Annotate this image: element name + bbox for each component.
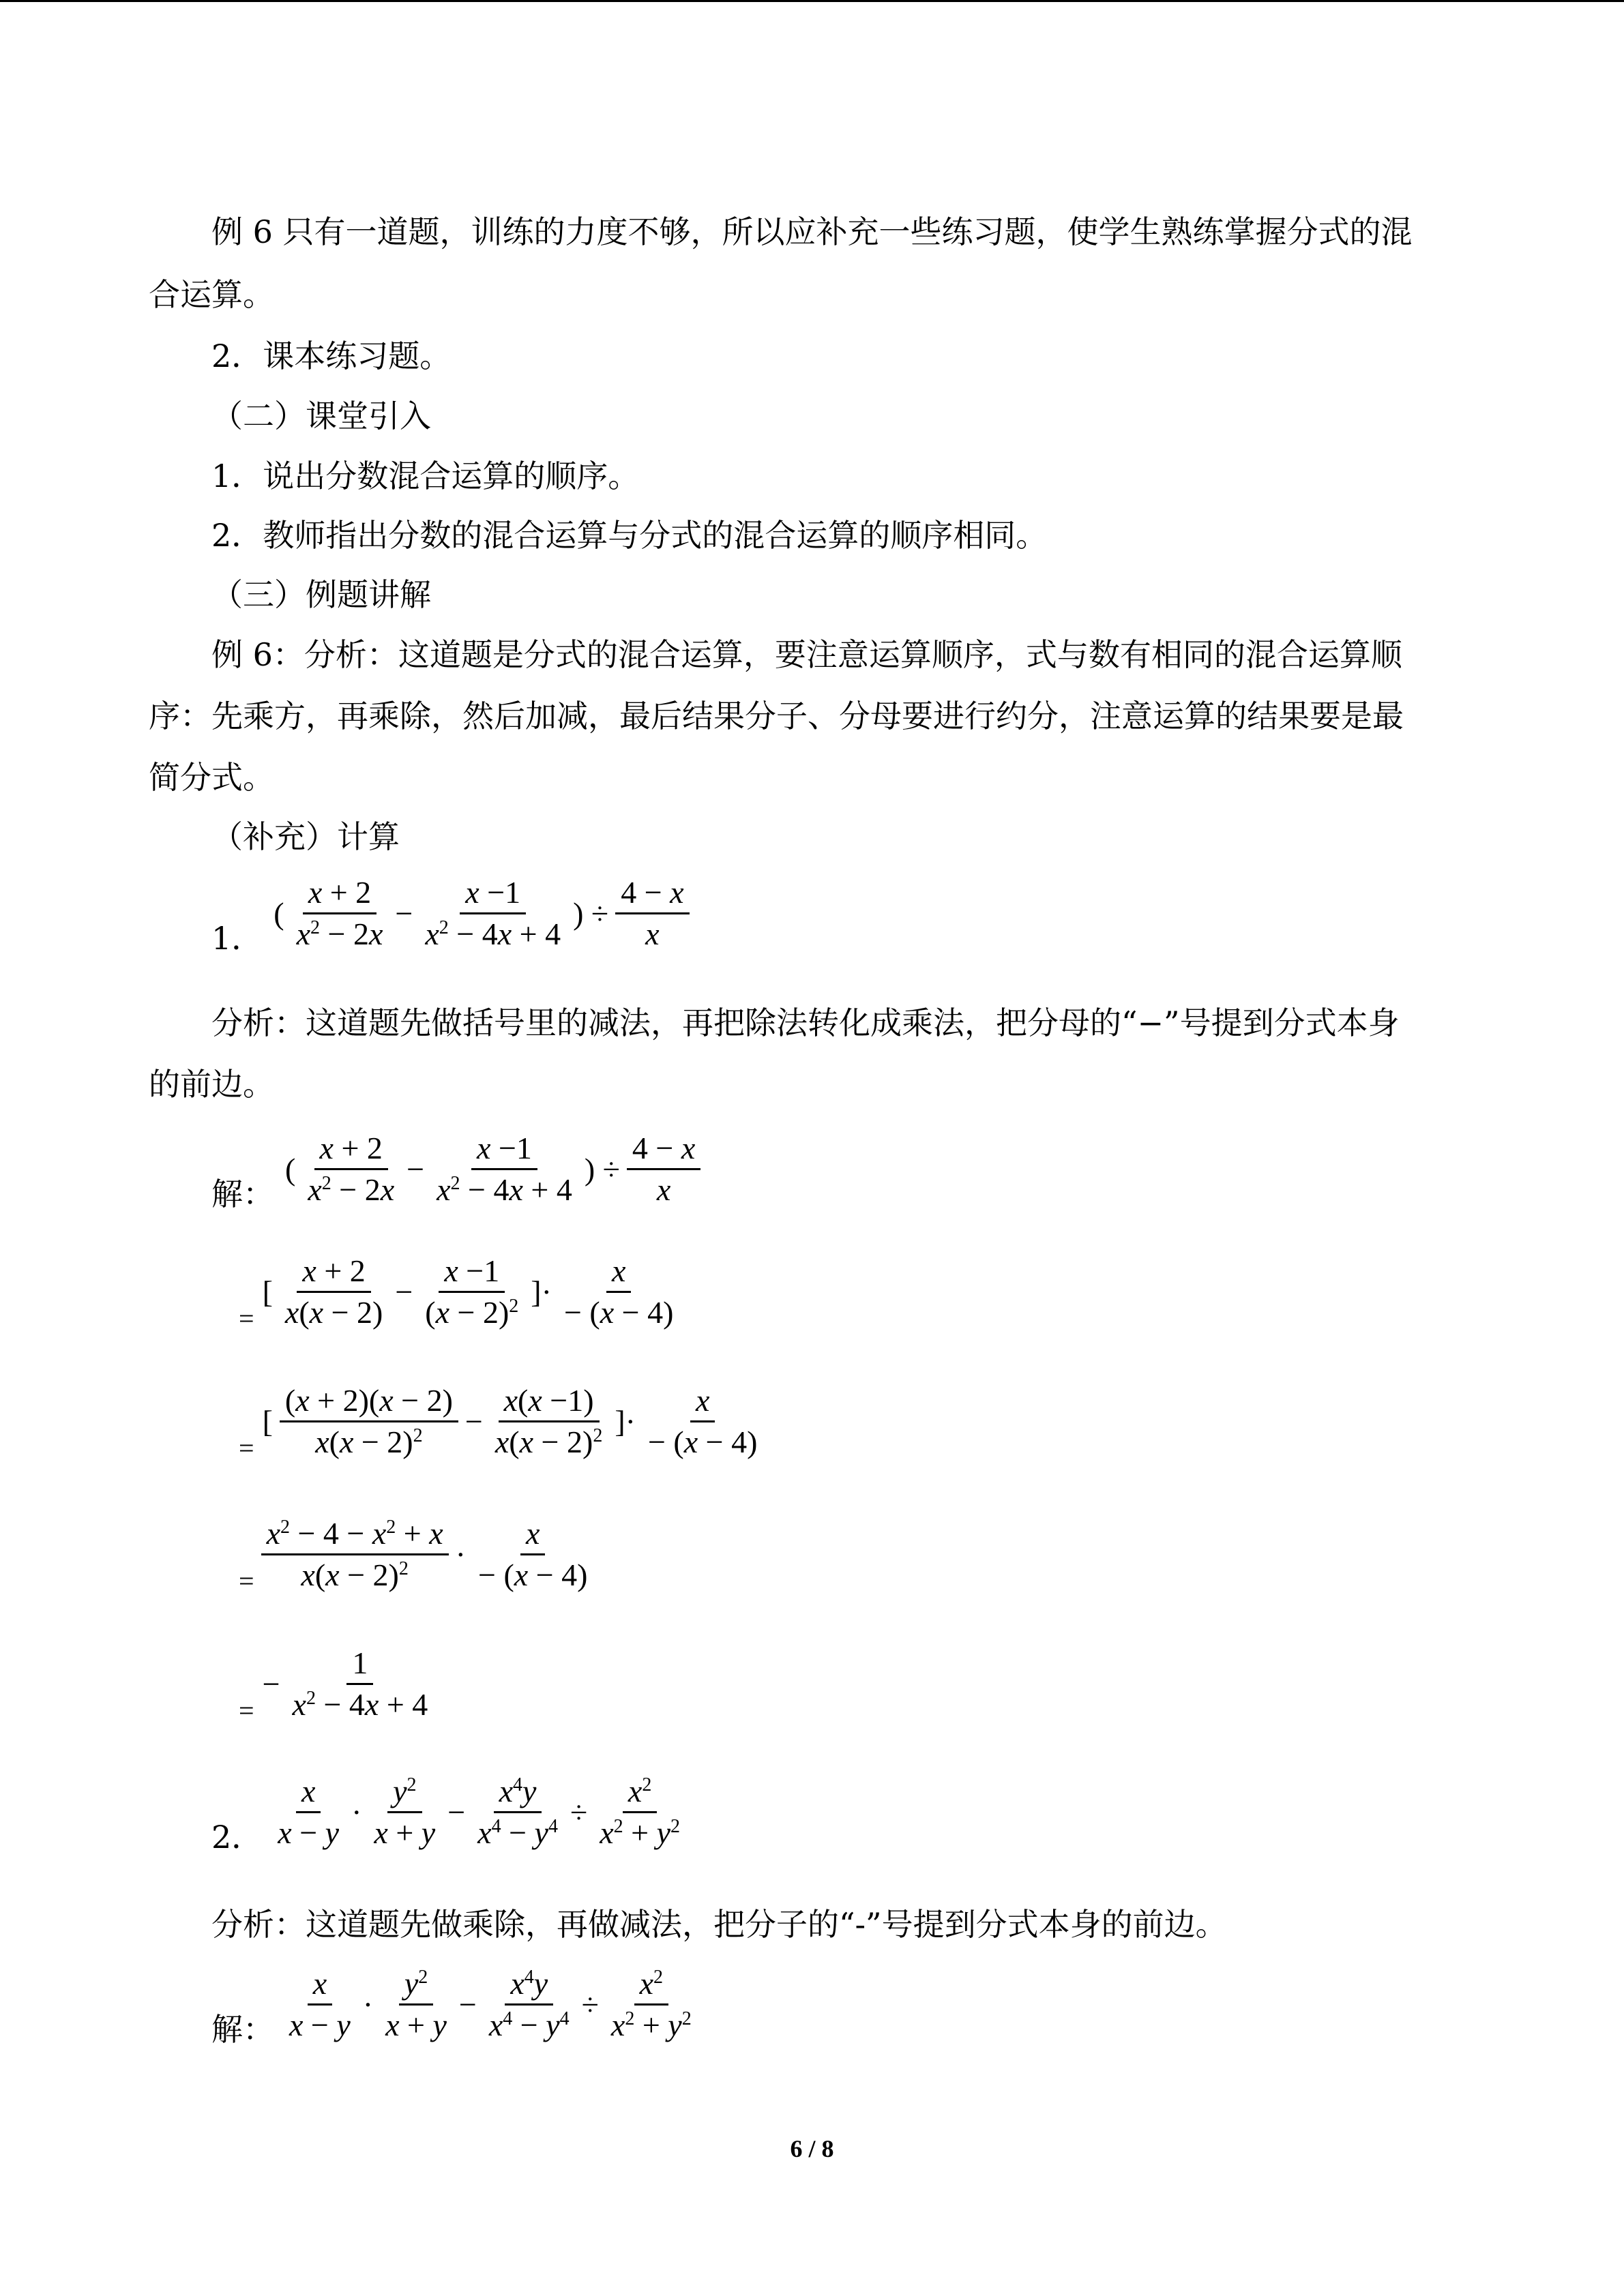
solution-1-step-0: 解：( $\frac{x + 2}{x^2 - 2x}$ − $\frac{x -1}{x^2 - 4x + 4}$ ) ÷ $\frac{4 - x}{x}$ [211,1129,703,1214]
solution-1-step-2: =[ $\frac{(x + 2)(x - 2)}{x(x - 2)^2}$ − $\frac{x(x -1)}{x(x - 2)^2}$ ]· $\frac{x}{- (x - 4)}$ [239,1381,765,1464]
solution-1-result: =− $\frac{1}{x^2 - 4x + 4}$ [239,1643,436,1727]
supplement-heading: （补充）计算 [211,818,400,855]
equals-sign: = [239,1695,254,1727]
item-2-label: 2． [211,1819,263,1856]
paragraph-4: 1．说出分数混合运算的顺序。 [211,458,640,494]
equals-sign: = [239,1566,254,1597]
analysis-1-line-1: 分析：这道题先做括号里的减法，再把除法转化成乘法，把分母的“−”号提到分式本身 [211,1004,1400,1041]
problem-1-expression: 1．( $\frac{x + 2}{x^2 - 2x}$ − $\frac{x -1}{x^2 - 4x + 4}$ ) ÷ $\frac{4 - x}{x}$ [211,873,692,959]
paragraph-7-line-2: 序：先乘方，再乘除，然后加减，最后结果分子、分母要进行约分，注意运算的结果要是最 [149,698,1404,734]
solution-2-step-0: 解： $\frac{x}{x - y}$ · $\frac{y^2}{x + y}$ − $\frac{x^4y}{x^4 - y^4}$ ÷ $\frac{x^2}{x^2 + y^2}$ [211,1964,700,2050]
page-number: 6 / 8 [790,2135,834,2162]
paragraph-7-line-1: 例 6：分析：这道题是分式的混合运算，要注意运算顺序，式与数有相同的混合运算顺 [211,636,1402,673]
solution-1-step-3: = $\frac{x^2 - 4 - x^2 + x}{x(x - 2)^2}$ · $\frac{x}{- (x - 4)}$ [239,1514,595,1597]
paragraph-2: 2．课本练习题。 [211,338,452,374]
section-heading-3: （三）例题讲解 [211,576,431,613]
paragraph-7-line-3: 简分式。 [149,759,274,796]
solution-label: 解： [211,1176,274,1213]
solution-1-step-1: =[ $\frac{x + 2}{x(x - 2)}$ − $\frac{x -1}{(x - 2)^2}$ ]· $\frac{x}{- (x - 4)}$ [239,1251,681,1335]
section-heading-2: （二）课堂引入 [211,398,431,434]
item-1-label: 1． [211,920,263,957]
equals-sign: = [239,1303,254,1335]
top-border-line [0,0,1624,2]
solution-label: 解： [211,2011,274,2048]
paragraph-5: 2．教师指出分数的混合运算与分式的混合运算的顺序相同。 [211,517,1048,554]
equals-sign: = [239,1433,254,1464]
paragraph-1-line-2: 合运算。 [149,276,274,313]
analysis-2: 分析：这道题先做乘除，再做减法，把分子的“-”号提到分式本身的前边。 [211,1906,1227,1943]
paragraph-1-line-1: 例 6 只有一道题，训练的力度不够，所以应补充一些练习题，使学生熟练掌握分式的混 [211,213,1413,250]
problem-2-expression: 2． $\frac{x}{x - y}$ · $\frac{y^2}{x + y}$ − $\frac{x^4y}{x^4 - y^4}$ ÷ $\frac{x^2}{x^2 + y^2}$ [211,1772,688,1858]
analysis-1-line-2: 的前边。 [149,1066,274,1103]
